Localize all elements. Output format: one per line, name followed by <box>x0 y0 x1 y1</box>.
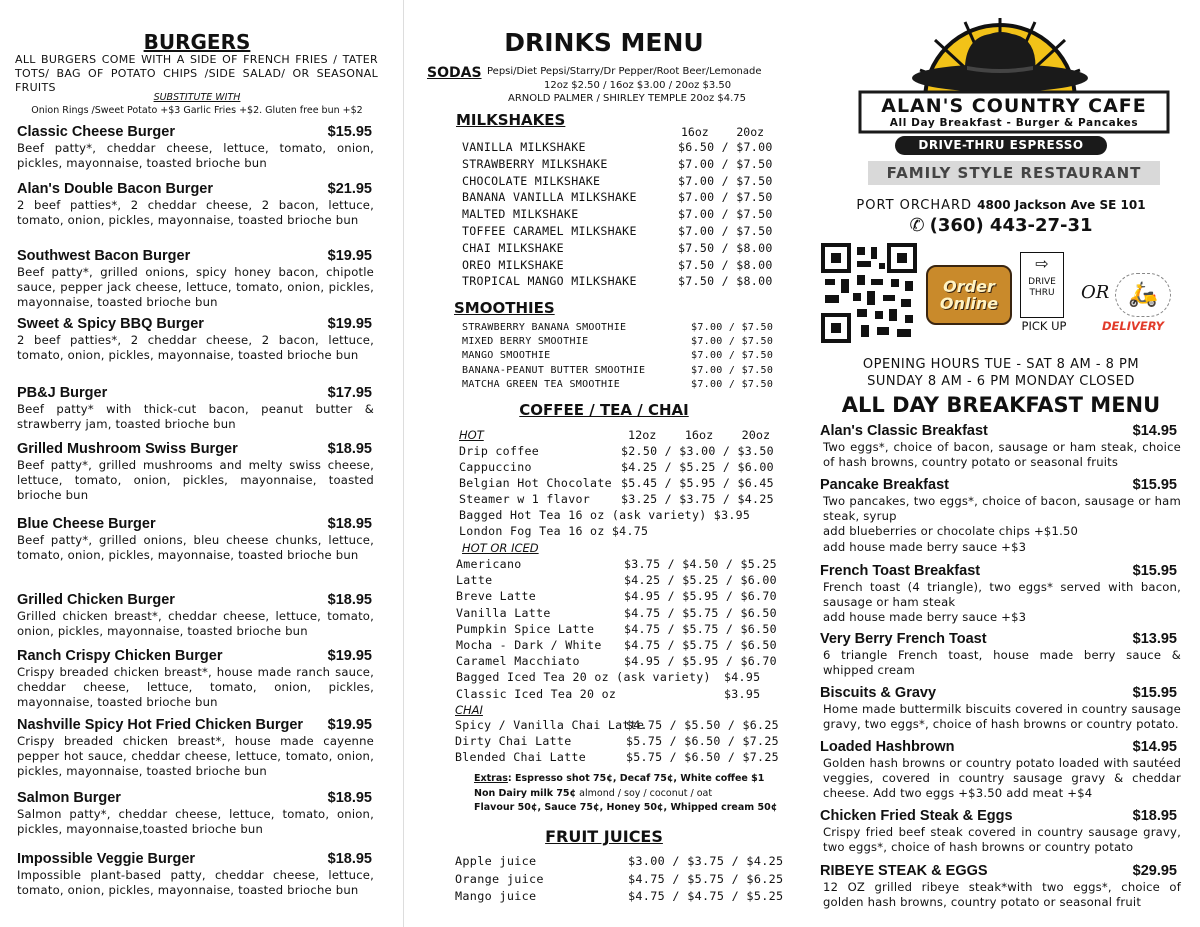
address-city: PORT ORCHARD <box>856 198 973 213</box>
burger-price: $17.95 <box>327 385 372 401</box>
breakfast-title: ALL DAY BREAKFAST MENU <box>841 393 1161 417</box>
nondairy-line <box>474 788 712 799</box>
sodas-line1: Pepsi/Diet Pepsi/Starry/Dr Pepper/Root Beer/Lemonade <box>487 66 762 77</box>
brand-name: ALAN'S COUNTRY CAFE <box>881 95 1147 117</box>
sodas-line2: 12oz $2.50 / 16oz $3.00 / 20oz $3.50 <box>544 80 732 91</box>
drink-name: Blended Chai Latte <box>455 750 587 765</box>
drink-price: $7.50 / $8.00 <box>678 240 773 255</box>
breakfast-name: Chicken Fried Steak & Eggs <box>820 808 1013 824</box>
breakfast-desc: Two eggs*, choice of bacon, sausage or ham steak, choice of hash browns, country potato or seasonal fruits <box>823 440 1181 470</box>
burger-price: $18.95 <box>327 441 372 457</box>
drink-name: CHOCOLATE MILKSHAKE <box>462 173 601 188</box>
drink-price: $7.00 / $7.50 <box>678 224 773 238</box>
breakfast-name: French Toast Breakfast <box>820 563 981 579</box>
nondairy-label: Non Dairy milk 75¢ <box>474 788 577 799</box>
burger-name: Impossible Veggie Burger <box>17 851 196 867</box>
drink-name: STRAWBERRY BANANA SMOOTHIE <box>462 322 627 333</box>
or-label: OR <box>1081 282 1110 303</box>
breakfast-price: $15.95 <box>1132 477 1177 493</box>
drink-price: $5.75 / $6.50 / $7.25 <box>626 734 779 749</box>
drink-price: $4.75 / $5.75 / $6.25 <box>628 871 784 886</box>
burger-name: Classic Cheese Burger <box>17 124 175 140</box>
burger-desc: Beef patty*, grilled onions, spicy honey bacon, chipotle sauce, pepper jack cheese, lettuce, tomato, onion, pickles, mayonnaise, toasted brioche bun <box>17 265 374 310</box>
breakfast-desc: Two pancakes, two eggs*, choice of bacon, sausage or ham steak, syrup add blueberries or chocolate chips +$1.50 add house made berry sauce +$3 <box>823 494 1181 554</box>
burger-price: $21.95 <box>327 181 372 197</box>
sodas-title: SODAS <box>427 65 482 81</box>
burger-desc: 2 beef patties*, 2 cheddar cheese, 2 bacon, lettuce, tomato, onion, pickles, mayonnaise, toasted brioche bun <box>17 198 374 228</box>
drink-price: $3.25 / $3.75 / $4.25 <box>621 492 774 506</box>
drink-price: $5.75 / $6.50 / $7.25 <box>626 750 779 765</box>
breakfast-desc: Golden hash browns or country potato loaded with sautéed veggies, covered in country sausage gravy & cheddar cheese. Add two eggs +$3.50 add meat +$4 <box>823 756 1181 801</box>
burger-desc: Beef patty*, grilled onions, bleu cheese chunks, lettuce, tomato, onion, pickles, mayonnaise, toasted brioche bun <box>17 533 374 563</box>
burger-price: $19.95 <box>327 316 372 332</box>
drink-price: $7.00 / $7.50 <box>691 322 774 333</box>
breakfast-price: $15.95 <box>1132 563 1177 579</box>
drink-price: $7.00 / $7.50 <box>678 173 773 188</box>
drink-price: $6.50 / $7.00 <box>678 140 773 154</box>
drink-name: TROPICAL MANGO MILKSHAKE <box>462 274 637 289</box>
burger-price: $18.95 <box>327 851 372 867</box>
drink-name: Classic Iced Tea 20 oz <box>456 686 617 701</box>
extras-label: Extras <box>474 773 508 784</box>
drink-name: OREO MILKSHAKE <box>462 257 564 272</box>
substitute-label: SUBSTITUTE WITH <box>153 92 241 103</box>
burger-price: $19.95 <box>327 248 372 264</box>
drink-price: $3.95 <box>724 686 761 701</box>
drink-price: $4.95 <box>724 670 761 685</box>
drink-price: $4.75 / $5.75 / $6.50 <box>624 638 777 652</box>
burger-name: Grilled Mushroom Swiss Burger <box>17 441 238 457</box>
breakfast-price: $14.95 <box>1132 423 1177 439</box>
breakfast-desc: Home made buttermilk biscuits covered in country sausage gravy, two eggs*, choice of hash browns or country potato. <box>823 702 1181 732</box>
drink-name: Mocha - Dark / White <box>456 638 602 652</box>
address-street: 4800 Jackson Ave SE 101 <box>977 198 1146 212</box>
milkshakes-size-header: 16oz 20oz <box>681 125 765 139</box>
address-line <box>815 194 1187 213</box>
hours-line-2: SUNDAY 8 AM - 6 PM MONDAY CLOSED <box>867 374 1135 389</box>
drink-price: $4.95 / $5.95 / $6.70 <box>624 589 777 604</box>
drink-price: $4.25 / $5.25 / $6.00 <box>624 573 777 588</box>
burger-name: Alan's Double Bacon Burger <box>17 181 214 197</box>
burger-desc: Beef patty*, grilled mushrooms and melty swiss cheese, lettuce, tomato, onion, pickles, mayonnaise, toasted brioche bun <box>17 458 374 503</box>
breakfast-name: Very Berry French Toast <box>820 631 987 647</box>
juices-title: FRUIT JUICES <box>545 827 663 846</box>
drink-price: $7.00 / $7.50 <box>691 378 774 390</box>
drink-price: $4.75 / $4.75 / $5.25 <box>628 889 784 903</box>
extras-line <box>474 773 764 784</box>
brand-tagline: All Day Breakfast - Burger & Pancakes <box>889 117 1139 129</box>
hours-line-1: OPENING HOURS TUE - SAT 8 AM - 8 PM <box>862 357 1140 372</box>
drink-name: Drip coffee <box>459 444 540 458</box>
delivery-scooter-icon: 🛵 <box>1115 273 1171 317</box>
drink-price: $7.00 / $7.50 <box>691 336 774 348</box>
drink-price: $7.50 / $8.00 <box>678 257 773 272</box>
drink-name: Bagged Iced Tea 20 oz (ask variety) <box>456 670 711 685</box>
burger-desc: 2 beef patties*, 2 cheddar cheese, 2 bacon, lettuce, tomato, onion, pickles, mayonnaise, toasted brioche bun <box>17 333 374 363</box>
drink-price: $4.75 / $5.50 / $6.25 <box>626 718 779 732</box>
breakfast-desc: 12 OZ grilled ribeye steak*with two eggs*, choice of golden hash browns, country potato or seasonal fruit <box>823 880 1181 910</box>
family-banner: FAMILY STYLE RESTAURANT <box>868 161 1160 185</box>
breakfast-price: $29.95 <box>1132 863 1177 879</box>
drink-name: MANGO SMOOTHIE <box>462 350 551 362</box>
drinks-title: DRINKS MENU <box>504 28 704 57</box>
drink-name: Americano <box>456 557 522 571</box>
burger-name: Ranch Crispy Chicken Burger <box>17 648 223 664</box>
burger-desc: Beef patty*, cheddar cheese, lettuce, tomato, onion, pickles, mayonnaise, toasted brioche bun <box>17 141 374 171</box>
drink-name: MIXED BERRY SMOOTHIE <box>462 336 589 348</box>
drink-price: $7.00 / $7.50 <box>691 350 774 362</box>
phone-icon: ✆ <box>909 215 925 236</box>
breakfast-price: $18.95 <box>1132 808 1177 824</box>
drink-price: $3.00 / $3.75 / $4.25 <box>628 854 784 868</box>
chai-label: CHAI <box>455 703 483 717</box>
drive-thru-sign <box>1020 252 1064 318</box>
breakfast-desc: French toast (4 triangle), two eggs* served with bacon, sausage or ham steak add house made berry sauce +$3 <box>823 580 1181 625</box>
drink-name: Latte <box>456 573 493 588</box>
drink-name: Orange juice <box>455 871 544 886</box>
drink-name: Cappuccino <box>459 460 532 474</box>
breakfast-name: Alan's Classic Breakfast <box>820 423 988 439</box>
burger-name: Blue Cheese Burger <box>17 516 156 532</box>
burger-desc: Crispy breaded chicken breast*, house made ranch sauce, cheddar cheese, lettuce, tomato, onion, pickles, mayonnaise, toasted brioche bun <box>17 665 374 710</box>
milkshakes-title: MILKSHAKES <box>456 111 566 129</box>
hot-iced-label: HOT OR ICED <box>462 541 539 555</box>
breakfast-price: $14.95 <box>1132 739 1177 755</box>
arrow-right-icon: ⇨ <box>1035 254 1049 273</box>
drink-name: Spicy / Vanilla Chai Latte <box>455 718 645 732</box>
burger-price: $18.95 <box>327 790 372 806</box>
drink-name: Pumpkin Spice Latte <box>456 621 595 636</box>
drink-price: $4.25 / $5.25 / $6.00 <box>621 460 774 474</box>
drink-name: CHAI MILKSHAKE <box>462 240 564 255</box>
substitute-text: Onion Rings /Sweet Potato +$3 Garlic Fries +$2. Gluten free bun +$2 <box>31 105 363 116</box>
drink-name: Belgian Hot Chocolate <box>459 476 612 490</box>
drink-price: $4.75 / $5.75 / $6.50 <box>624 621 777 636</box>
qr-code-icon[interactable] <box>821 243 917 343</box>
drive-sign-label: DRIVE THRU <box>1028 277 1056 298</box>
breakfast-name: RIBEYE STEAK & EGGS <box>820 863 988 879</box>
breakfast-name: Loaded Hashbrown <box>820 739 955 755</box>
breakfast-name: Biscuits & Gravy <box>820 685 937 701</box>
drink-name: Apple juice <box>455 854 537 868</box>
burgers-title: BURGERS <box>143 30 251 54</box>
burger-name: Salmon Burger <box>17 790 121 806</box>
order-online-label: Order Online <box>939 277 999 313</box>
drink-name: Mango juice <box>455 889 537 903</box>
drink-name: London Fog Tea 16 oz $4.75 <box>459 524 649 538</box>
coffee-size-header: 12oz 16oz 20oz <box>628 428 771 442</box>
drink-name: STRAWBERRY MILKSHAKE <box>462 156 608 171</box>
drink-price: $7.50 / $8.00 <box>678 274 773 289</box>
burger-price: $18.95 <box>327 516 372 532</box>
drink-price: $7.00 / $7.50 <box>678 207 773 222</box>
breakfast-desc: Crispy fried beef steak covered in country sausage gravy, two eggs*, choice of hash browns or country potato <box>823 825 1181 855</box>
burger-name: Nashville Spicy Hot Fried Chicken Burger <box>17 717 304 733</box>
drive-thru-badge: DRIVE-THRU ESPRESSO <box>895 136 1107 155</box>
burger-desc: Beef patty* with thick-cut bacon, peanut butter & strawberry jam, toasted brioche bun <box>17 402 374 432</box>
burger-name: Southwest Bacon Burger <box>17 248 191 264</box>
burger-name: Grilled Chicken Burger <box>17 592 175 608</box>
hot-label: HOT <box>459 428 484 442</box>
drink-name: Dirty Chai Latte <box>455 734 572 749</box>
burger-desc: Crispy breaded chicken breast*, house made cayenne pepper hot sauce, cheddar cheese, lettuce, tomato, onion, pickles, mayonnaise, toasted brioche bun <box>17 734 374 779</box>
extras-text: : Espresso shot 75¢, Decaf 75¢, White coffee $1 <box>507 773 765 784</box>
phone-number[interactable]: (360) 443-27-31 <box>929 215 1093 236</box>
drink-name: Steamer w 1 flavor <box>459 492 591 506</box>
breakfast-desc: 6 triangle French toast, house made berry sauce & whipped cream <box>823 648 1181 678</box>
burger-name: PB&J Burger <box>17 385 108 401</box>
drink-price: $3.75 / $4.50 / $5.25 <box>624 557 777 571</box>
drink-price: $4.75 / $5.75 / $6.50 <box>624 605 777 620</box>
nondairy-text: almond / soy / coconut / oat <box>576 788 713 799</box>
smoothies-title: SMOOTHIES <box>454 299 555 317</box>
drink-name: MALTED MILKSHAKE <box>462 207 579 222</box>
burgers-intro: ALL BURGERS COME WITH A SIDE OF FRENCH FRIES / TATER TOTS/ BAG OF POTATO CHIPS /SIDE SALAD/ OR SEASONAL FRUITS <box>15 53 378 94</box>
burger-desc: Impossible plant-based patty, cheddar cheese, lettuce, tomato, onion, pickles, mayonnaise, toasted brioche bun <box>17 868 374 898</box>
burger-desc: Grilled chicken breast*, cheddar cheese, lettuce, tomato, onion, pickles, mayonnaise, toasted brioche bun <box>17 609 374 639</box>
burger-price: $19.95 <box>327 717 372 733</box>
sodas-line3: ARNOLD PALMER / SHIRLEY TEMPLE 20oz $4.75 <box>508 93 747 104</box>
burger-name: Sweet & Spicy BBQ Burger <box>17 316 204 332</box>
drink-name: Breve Latte <box>456 589 537 604</box>
drink-price: $2.50 / $3.00 / $3.50 <box>621 444 774 458</box>
breakfast-name: Pancake Breakfast <box>820 477 949 493</box>
drink-price: $5.45 / $5.95 / $6.45 <box>621 476 774 490</box>
drink-name: Bagged Hot Tea 16 oz (ask variety) $3.95 <box>459 508 751 522</box>
order-online-badge[interactable] <box>926 265 1012 325</box>
drink-name: Vanilla Latte <box>456 605 551 620</box>
drink-name: BANANA-PEANUT BUTTER SMOOTHIE <box>462 364 646 376</box>
breakfast-price: $15.95 <box>1132 685 1177 701</box>
pickup-label: PICK UP <box>1021 319 1067 333</box>
drink-name: VANILLA MILKSHAKE <box>462 140 586 154</box>
drink-price: $4.95 / $5.95 / $6.70 <box>624 654 777 669</box>
burger-price: $15.95 <box>327 124 372 140</box>
burger-price: $19.95 <box>327 648 372 664</box>
drink-name: Caramel Macchiato <box>456 654 580 669</box>
drinks-section <box>403 0 804 927</box>
delivery-label: DELIVERY <box>1102 319 1164 333</box>
breakfast-price: $13.95 <box>1132 631 1177 647</box>
drink-price: $7.00 / $7.50 <box>678 190 773 205</box>
drink-name: MATCHA GREEN TEA SMOOTHIE <box>462 378 621 390</box>
coffee-title: COFFEE / TEA / CHAI <box>519 401 689 419</box>
burger-price: $18.95 <box>327 592 372 608</box>
drink-price: $7.00 / $7.50 <box>678 156 773 171</box>
drink-name: BANANA VANILLA MILKSHAKE <box>462 190 637 205</box>
flavour-line: Flavour 50¢, Sauce 75¢, Honey 50¢, Whipped cream 50¢ <box>474 802 778 813</box>
drink-price: $7.00 / $7.50 <box>691 364 774 376</box>
drink-name: TOFFEE CARAMEL MILKSHAKE <box>462 224 637 238</box>
burger-desc: Salmon patty*, cheddar cheese, lettuce, tomato, onion, pickles, mayonnaise,toasted brioche bun <box>17 807 374 837</box>
phone-line <box>815 215 1187 236</box>
